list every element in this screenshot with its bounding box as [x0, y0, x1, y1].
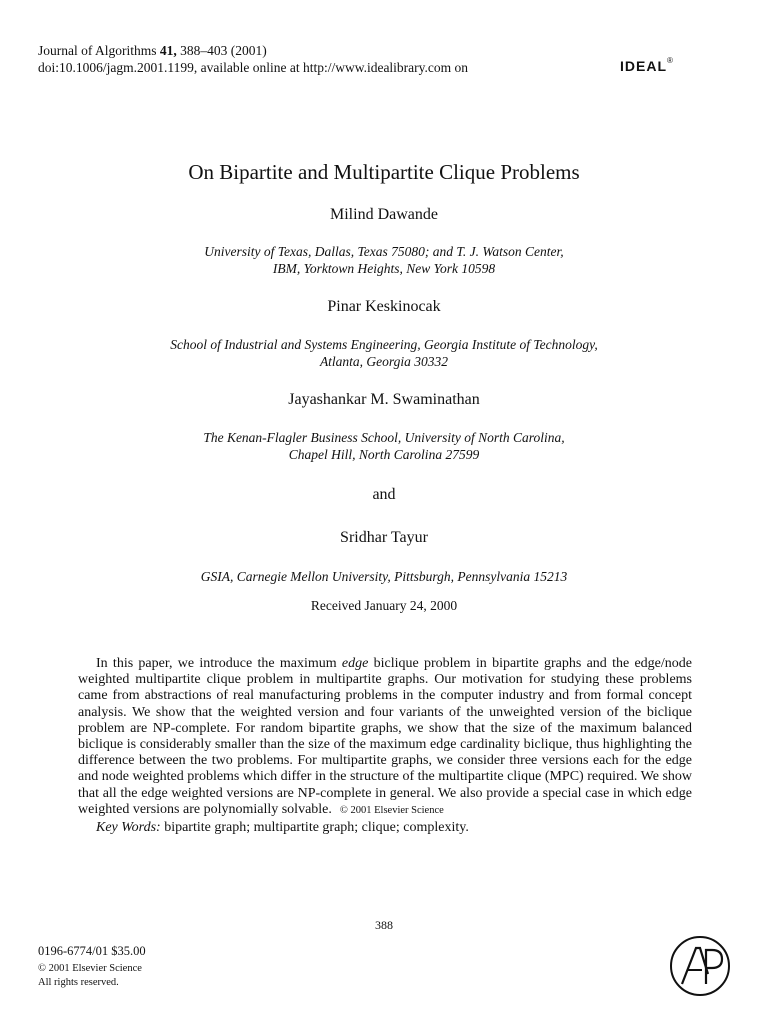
author-name: Sridhar Tayur	[340, 529, 428, 546]
author-affiliation: IBM, Yorktown Heights, New York 10598	[272, 261, 496, 276]
journal-volume: 41,	[159, 43, 177, 58]
abstract-emphasis: edge	[341, 656, 369, 671]
abstract-copyright: © 2001 Elsevier Science	[339, 804, 444, 816]
academic-press-logo	[668, 934, 732, 998]
journal-citation: Journal of Algorithms 41, 388–403 (2001)	[38, 43, 267, 58]
author-name: Pinar Keskinocak	[327, 298, 441, 315]
keywords-label: Key Words:	[96, 820, 161, 836]
doi-line: doi:10.1006/jagm.2001.1199, available online at http://www.idealibrary.com on	[38, 60, 469, 75]
author-name: Milind Dawande	[330, 206, 438, 223]
footer-copyright: © 2001 Elsevier Science	[38, 963, 142, 974]
footer-rights: All rights reserved.	[38, 977, 119, 988]
abstract	[78, 656, 692, 836]
keywords: Key Words: bipartite graph; multipartite graph; clique; complexity.	[96, 820, 469, 836]
author-affiliation: School of Industrial and Systems Engineering, Georgia Institute of Technology,	[170, 337, 598, 352]
and-separator: and	[372, 486, 396, 503]
author-affiliation: Atlanta, Georgia 30332	[319, 354, 449, 369]
abstract-text: In this paper, we introduce the maximum edge biclique problem in bipartite graphs and the edge/node weighted multipartite clique problem in multipartite graphs. Our motivation for studying these problems came from abstractions of real manufacturing problems in the computer industry and from formal concept analysis. We show that the weighted version and four variants of the unweighted version of the biclique problem are NP-complete. For random bipartite graphs, we show that the size of the maximum balanced biclique is considerably smaller than the size of the maximum edge cardinality biclique, thus highlighting the difference between the two problems. For multipartite graphs, we consider three versions each for the edge and node weighted problems which differ in the structure of the multipartite clique (MPC) required. We show that all the edge weighted versions are NP-complete in general. We also provide a special case in which edge weighted versions are polynomially solvable. © 2001 Elsevier Science	[78, 656, 692, 817]
author-affiliation: Chapel Hill, North Carolina 27599	[288, 447, 480, 462]
author-name: Jayashankar M. Swaminathan	[288, 391, 480, 408]
ideal-logo: IDEAL®	[620, 56, 674, 74]
issn-price: 0196-6774/01 $35.00	[38, 944, 146, 958]
author-affiliation: The Kenan-Flagler Business School, University of North Carolina,	[203, 430, 565, 445]
page-number: 388	[375, 918, 393, 932]
received-date: Received January 24, 2000	[310, 598, 458, 613]
author-affiliation: University of Texas, Dallas, Texas 75080; and T. J. Watson Center,	[204, 244, 564, 259]
author-affiliation: GSIA, Carnegie Mellon University, Pittsburgh, Pennsylvania 15213	[200, 569, 568, 584]
paper-title: On Bipartite and Multipartite Clique Problems	[188, 160, 580, 184]
registered-mark: ®	[667, 56, 674, 65]
